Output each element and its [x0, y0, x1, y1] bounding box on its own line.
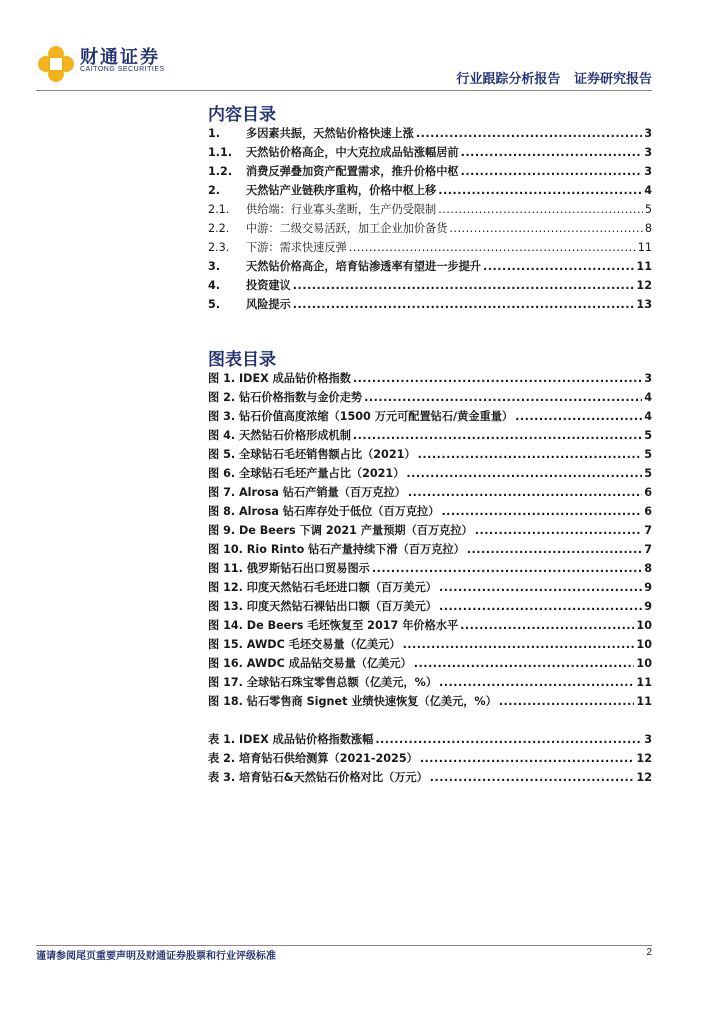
figure-entry[interactable]	[208, 635, 652, 654]
contents-entry[interactable]	[208, 162, 652, 181]
leader-dots	[375, 730, 642, 749]
leader-dots	[353, 426, 642, 445]
entry-page: 11	[636, 695, 652, 708]
leader-dots	[408, 483, 642, 502]
footer-disclaimer: 谨请参阅尾页重要声明及财通证券股票和行业评级标准	[36, 951, 276, 962]
entry-number: 2.	[208, 184, 221, 197]
entry-title: 图 6. 全球钻石毛坯产量占比（2021）	[208, 467, 405, 480]
figure-entry[interactable]	[208, 559, 652, 578]
entry-title: 消费反弹叠加资产配置需求，推升价格中枢	[246, 165, 459, 178]
entry-title: 下游：需求快速反弹	[246, 241, 347, 254]
figure-entry[interactable]	[208, 597, 652, 616]
leader-dots	[414, 654, 635, 673]
leader-dots	[416, 124, 642, 143]
contents-entry[interactable]	[208, 181, 652, 200]
contents-entry[interactable]	[208, 257, 652, 276]
contents-entry[interactable]	[208, 276, 652, 295]
entry-title: 图 15. AWDC 毛坯交易量（亿美元）	[208, 638, 401, 651]
leader-dots	[439, 673, 634, 692]
leader-dots	[439, 578, 642, 597]
leader-dots	[349, 238, 636, 257]
figure-entry[interactable]	[208, 483, 652, 502]
entry-title: 图 3. 钻石价值高度浓缩（1500 万元可配置钻石/黄金重量）	[208, 410, 514, 423]
entry-title: 图 12. 印度天然钻石毛坯进口额（百万美元）	[208, 581, 437, 594]
entry-title: 表 3. 培育钻石&天然钻石价格对比（万元）	[208, 771, 428, 784]
leader-dots	[499, 692, 635, 711]
caitong-logo-icon	[36, 44, 76, 84]
brand-name-cn: 财通证券	[80, 47, 160, 68]
entry-page: 12	[636, 771, 652, 784]
entry-page: 3	[644, 127, 652, 140]
leader-dots	[483, 257, 634, 276]
figure-entry[interactable]	[208, 654, 652, 673]
figure-entry[interactable]	[208, 616, 652, 635]
table-entry[interactable]	[208, 730, 652, 749]
header-divider	[36, 90, 652, 91]
entry-title: 图 11. 俄罗斯钻石出口贸易图示	[208, 562, 370, 575]
contents-entry[interactable]	[208, 219, 652, 238]
entry-page: 10	[636, 619, 652, 632]
figure-entry[interactable]	[208, 578, 652, 597]
entry-title: 天然钻价格高企，培育钻渗透率有望进一步提升	[246, 260, 481, 273]
leader-dots	[515, 407, 642, 426]
figure-entry[interactable]	[208, 540, 652, 559]
contents-heading: 内容目录	[208, 105, 276, 125]
entry-page: 11	[636, 260, 652, 273]
entry-page: 11	[636, 676, 652, 689]
entry-page: 5	[644, 467, 652, 480]
entry-page: 6	[644, 505, 652, 518]
brand-name-en: CAITONG SECURITIES	[80, 66, 165, 73]
page-number: 2	[646, 947, 652, 958]
entry-title: 图 1. IDEX 成品钻价格指数	[208, 372, 351, 385]
leader-dots	[353, 369, 642, 388]
figure-entry[interactable]	[208, 426, 652, 445]
leader-dots	[293, 295, 635, 314]
entry-title: 投资建议	[246, 279, 291, 292]
leader-dots	[475, 521, 642, 540]
entry-number: 4.	[208, 279, 221, 292]
report-type: 行业跟踪分析报告 证券研究报告	[456, 72, 652, 87]
entry-page: 9	[644, 600, 652, 613]
leader-dots	[461, 143, 643, 162]
entry-title: 多因素共振，天然钻价格快速上涨	[246, 127, 414, 140]
entry-page: 3	[644, 165, 652, 178]
entry-page: 6	[644, 486, 652, 499]
entry-number: 5.	[208, 298, 221, 311]
entry-page: 10	[636, 657, 652, 670]
entry-page: 7	[644, 543, 652, 556]
contents-entry[interactable]	[208, 295, 652, 314]
entry-number: 1.1.	[208, 146, 233, 159]
entry-title: 表 2. 培育钻石供给测算（2021-2025）	[208, 752, 418, 765]
entry-number: 1.2.	[208, 165, 233, 178]
leader-dots	[460, 616, 634, 635]
figure-entry[interactable]	[208, 407, 652, 426]
entry-page: 3	[644, 372, 652, 385]
leader-dots	[461, 162, 643, 181]
leader-dots	[430, 768, 635, 787]
figure-entry[interactable]	[208, 673, 652, 692]
leader-dots	[403, 635, 635, 654]
entry-number: 3.	[208, 260, 221, 273]
entry-title: 天然钻价格高企，中大克拉成品钻涨幅居前	[246, 146, 459, 159]
leader-dots	[406, 464, 642, 483]
contents-entry[interactable]	[208, 200, 652, 219]
leader-dots	[449, 219, 642, 238]
entry-page: 11	[637, 241, 652, 254]
entry-title: 图 4. 天然钻石价格形成机制	[208, 429, 351, 442]
entry-number: 2.2.	[208, 222, 230, 235]
entry-page: 5	[644, 429, 652, 442]
table-entry[interactable]	[208, 768, 652, 787]
figure-entry[interactable]	[208, 521, 652, 540]
entry-title: 天然钻产业链秩序重构，价格中枢上移	[246, 184, 437, 197]
leader-dots	[372, 559, 642, 578]
entry-page: 9	[644, 581, 652, 594]
entry-title: 图 16. AWDC 成品钻交易量（亿美元）	[208, 657, 412, 670]
entry-title: 表 1. IDEX 成品钻价格指数涨幅	[208, 733, 374, 746]
table-entry[interactable]	[208, 749, 652, 768]
entry-page: 4	[644, 391, 652, 404]
entry-page: 10	[636, 638, 652, 651]
entry-page: 7	[644, 524, 652, 537]
entry-page: 12	[636, 279, 652, 292]
contents-list	[208, 124, 652, 314]
entry-page: 4	[644, 184, 652, 197]
figure-entry[interactable]	[208, 464, 652, 483]
leader-dots	[441, 502, 642, 521]
entry-page: 3	[644, 146, 652, 159]
tables-list	[208, 730, 652, 787]
leader-dots	[438, 181, 642, 200]
entry-title: 图 2. 钻石价格指数与金价走势	[208, 391, 363, 404]
contents-entry[interactable]	[208, 143, 652, 162]
entry-title: 中游：二级交易活跃，加工企业加价备货	[246, 222, 448, 235]
entry-title: 图 14. De Beers 毛坯恢复至 2017 年价格水平	[208, 619, 459, 632]
entry-page: 5	[644, 448, 652, 461]
entry-page: 8	[644, 562, 652, 575]
figure-entry[interactable]	[208, 445, 652, 464]
entry-page: 13	[636, 298, 652, 311]
leader-dots	[439, 597, 642, 616]
entry-number: 2.3.	[208, 241, 230, 254]
entry-number: 1.	[208, 127, 221, 140]
figures-list	[208, 369, 652, 711]
contents-entry[interactable]	[208, 124, 652, 143]
entry-title: 图 10. Rio Rinto 钻石产量持续下滑（百万克拉）	[208, 543, 465, 556]
entry-page: 8	[644, 222, 652, 235]
entry-page: 5	[644, 203, 652, 216]
entry-number: 2.1.	[208, 203, 230, 216]
entry-title: 图 8. Alrosa 钻石库存处于低位（百万克拉）	[208, 505, 440, 518]
leader-dots	[293, 276, 635, 295]
entry-page: 12	[636, 752, 652, 765]
figure-entry[interactable]	[208, 692, 652, 711]
entry-title: 图 5. 全球钻石毛坯销售额占比（2021）	[208, 448, 416, 461]
entry-title: 图 7. Alrosa 钻石产销量（百万克拉）	[208, 486, 406, 499]
entry-page: 4	[644, 410, 652, 423]
leader-dots	[438, 200, 643, 219]
contents-entry[interactable]	[208, 238, 652, 257]
footer-divider	[36, 945, 652, 946]
figures-heading: 图表目录	[208, 350, 276, 370]
figure-entry[interactable]	[208, 502, 652, 521]
leader-dots	[364, 388, 642, 407]
leader-dots	[418, 445, 643, 464]
entry-title: 风险提示	[246, 298, 291, 311]
leader-dots	[420, 749, 635, 768]
figure-entry[interactable]	[208, 388, 652, 407]
entry-title: 图 9. De Beers 下调 2021 产量预期（百万克拉）	[208, 524, 473, 537]
entry-title: 图 18. 钻石零售商 Signet 业绩快速恢复（亿美元，%）	[208, 695, 497, 708]
figure-entry[interactable]	[208, 369, 652, 388]
entry-title: 图 13. 印度天然钻石裸钻出口额（百万美元）	[208, 600, 437, 613]
entry-title: 供给端：行业寡头垄断，生产仍受限制	[246, 203, 437, 216]
leader-dots	[467, 540, 642, 559]
entry-title: 图 17. 全球钻石珠宝零售总额（亿美元，%）	[208, 676, 438, 689]
entry-page: 3	[644, 733, 652, 746]
